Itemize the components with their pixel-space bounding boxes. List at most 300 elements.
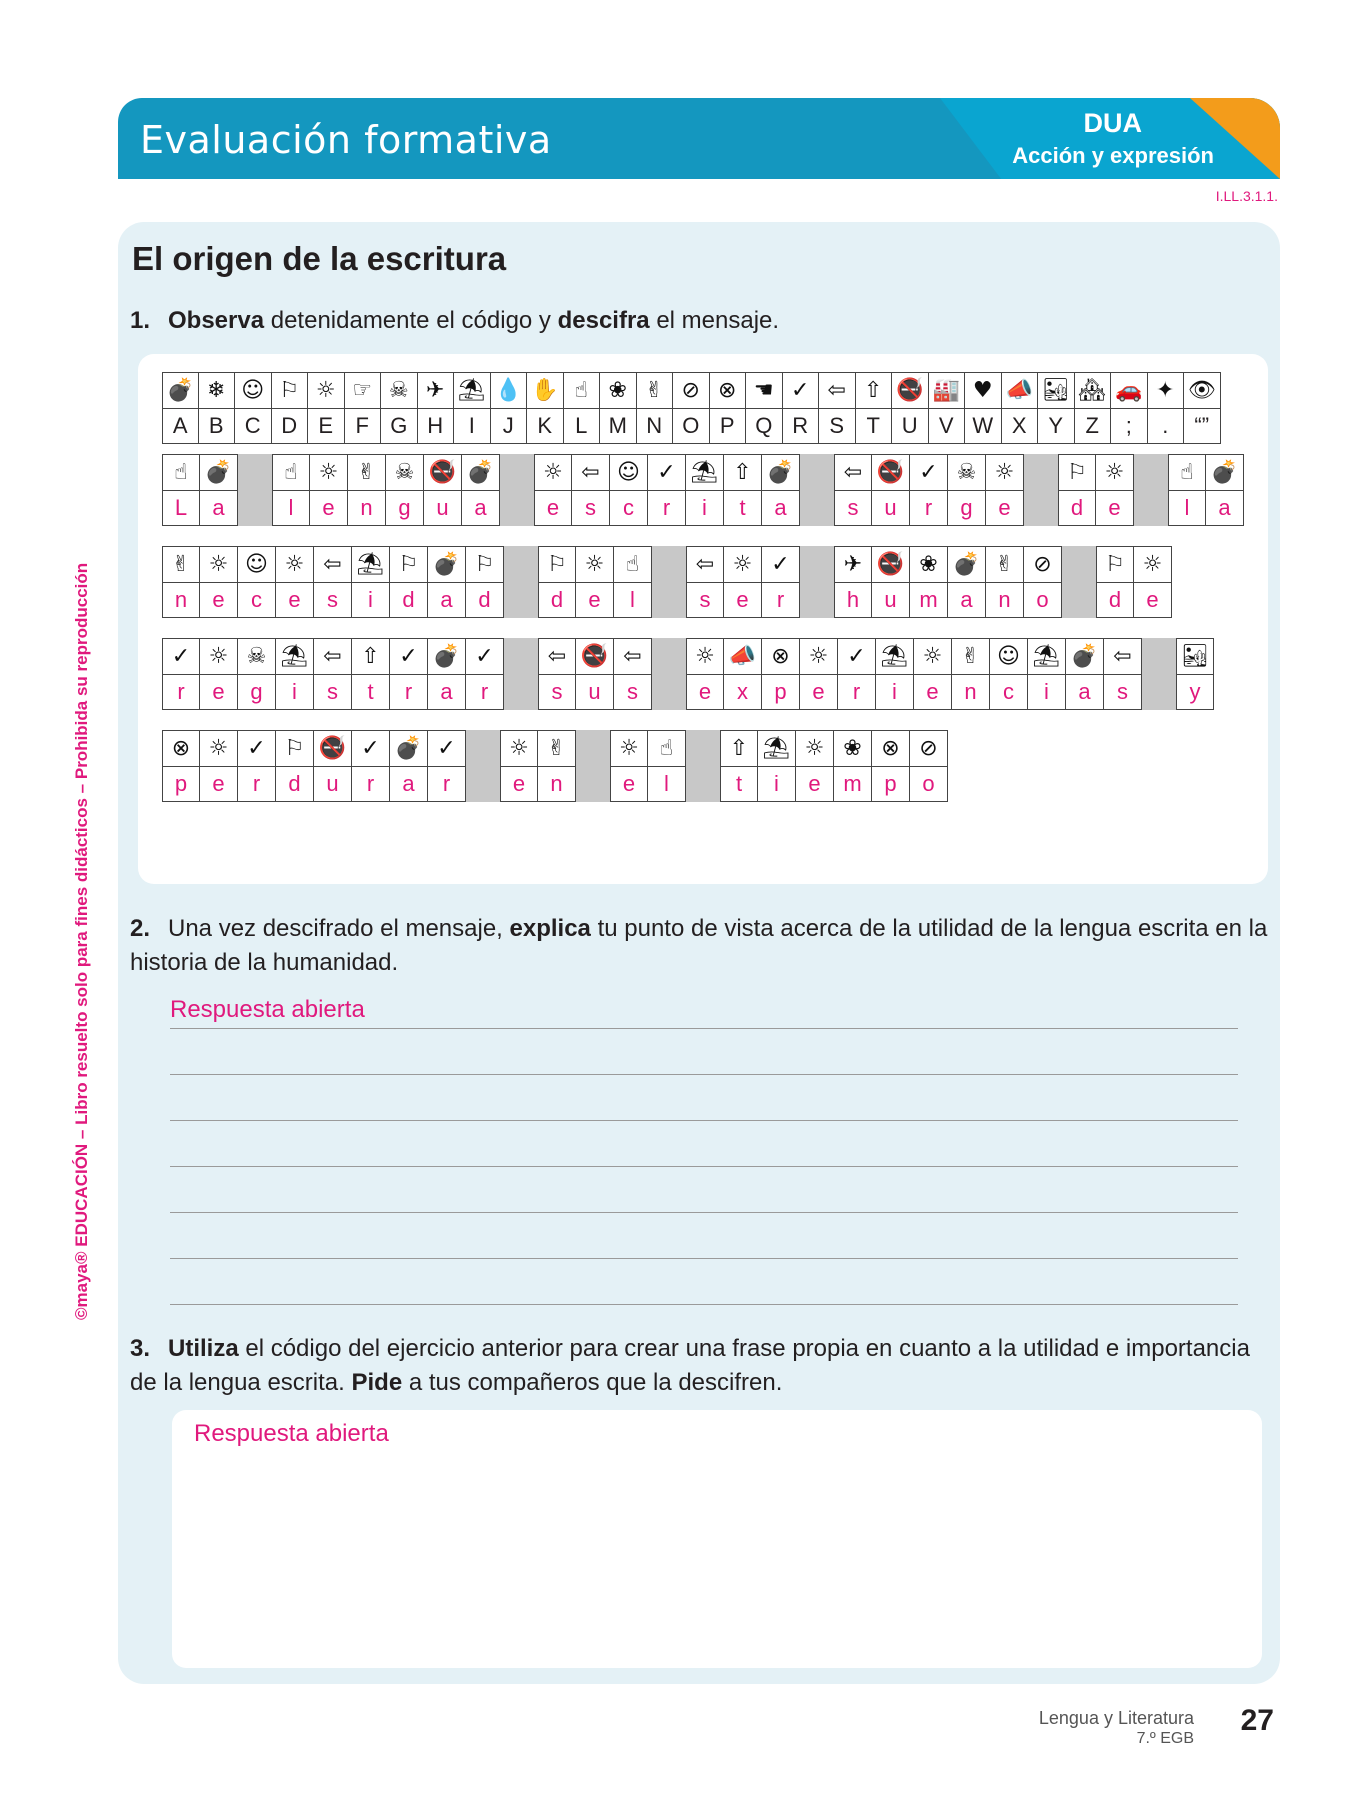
- key-cell: [600, 372, 637, 444]
- word-separator: [652, 546, 686, 618]
- decoded-letter: g: [960, 494, 973, 520]
- decoded-letter: s: [1117, 678, 1128, 704]
- cipher-symbol-icon: 💣: [462, 455, 499, 491]
- decoded-letter: e: [512, 770, 526, 796]
- decoded-letter: e: [546, 494, 560, 520]
- decoded-letter: r: [442, 770, 451, 796]
- decoded-letter: e: [1146, 586, 1159, 612]
- writing-line[interactable]: [170, 1212, 1238, 1213]
- message-cell: [276, 546, 314, 618]
- cipher-symbol-icon: ⇦: [687, 547, 723, 583]
- message-row: [162, 730, 948, 802]
- copyright-notice: ©maya® EDUCACIÓN – Libro resuelto solo para fines didácticos – Prohibida su reproducción: [72, 562, 91, 1320]
- cipher-symbol-icon: 🚭: [576, 639, 613, 675]
- word-separator: [1062, 546, 1096, 618]
- decoded-letter: e: [808, 770, 821, 796]
- question-text: detenidamente el código y: [264, 307, 558, 334]
- cipher-symbol-icon: ☼: [687, 639, 723, 675]
- cipher-symbol-icon: ⚐: [466, 547, 503, 583]
- decoded-letter: c: [251, 586, 262, 612]
- question-number: 3.: [130, 1335, 151, 1362]
- cipher-symbol-icon: ⛱: [686, 455, 723, 491]
- message-cell: [1134, 546, 1172, 618]
- decoded-letter: p: [884, 770, 897, 796]
- decoded-letter: u: [588, 678, 601, 704]
- key-cell: [1038, 372, 1075, 444]
- key-letter: .: [1162, 412, 1169, 438]
- decoded-letter: s: [551, 678, 563, 704]
- curriculum-code: I.LL.3.1.1.: [1215, 188, 1278, 204]
- cipher-symbol-icon: ⚐: [276, 731, 313, 767]
- cipher-symbol-icon: 🏭: [929, 373, 965, 409]
- message-cell: [686, 638, 724, 710]
- decoded-letter: m: [843, 770, 862, 796]
- decoded-letter: i: [1044, 678, 1049, 704]
- message-cell: [276, 638, 314, 710]
- message-cell: [686, 454, 724, 526]
- cipher-symbol-icon: ☼: [796, 731, 833, 767]
- cipher-key: [162, 372, 1221, 444]
- decoded-letter: d: [402, 586, 415, 612]
- key-letter: P: [719, 412, 735, 438]
- cipher-symbol-icon: ✓: [238, 731, 275, 767]
- message-cell: [200, 546, 238, 618]
- message-cell: [314, 730, 352, 802]
- cipher-symbol-icon: ♥: [965, 373, 1001, 409]
- cipher-symbol-icon: ☼: [276, 547, 313, 583]
- message-cell: [1176, 638, 1214, 710]
- message-cell: [948, 454, 986, 526]
- cipher-symbol-icon: 🏘: [1075, 373, 1111, 409]
- message-cell: [724, 546, 762, 618]
- message-cell: [1024, 546, 1062, 618]
- cipher-symbol-icon: ☝: [273, 455, 309, 491]
- key-letter: W: [972, 412, 994, 438]
- cipher-symbol-icon: ⊘: [910, 731, 947, 767]
- cipher-symbol-icon: ☼: [1134, 547, 1171, 583]
- cipher-symbol-icon: ✓: [838, 639, 875, 675]
- cipher-symbol-icon: 🏜: [1038, 373, 1074, 409]
- decoded-letter: o: [1036, 586, 1049, 612]
- cipher-symbol-icon: ❀: [910, 547, 947, 583]
- writing-line[interactable]: [170, 1258, 1238, 1259]
- key-letter: T: [866, 412, 880, 438]
- key-letter: V: [938, 412, 954, 438]
- question-text: Una vez descifrado el mensaje,: [168, 915, 510, 942]
- key-cell: [892, 372, 929, 444]
- page-number: 27: [1240, 1704, 1274, 1737]
- message-word: [500, 730, 576, 802]
- word-separator: [466, 730, 500, 802]
- message-cell: [986, 546, 1024, 618]
- message-cell: [534, 454, 572, 526]
- decoded-letter: l: [664, 770, 669, 796]
- decoded-letter: s: [327, 678, 338, 704]
- key-cell: [418, 372, 455, 444]
- decoded-letter: a: [440, 586, 453, 612]
- decoded-letter: s: [627, 678, 638, 704]
- question-text: el mensaje.: [649, 307, 780, 334]
- decoded-letter: r: [366, 770, 375, 796]
- page-title: Evaluación formativa: [140, 118, 552, 162]
- decoded-letter: g: [250, 678, 263, 704]
- cipher-symbol-icon: 💣: [1066, 639, 1103, 675]
- decoded-letter: d: [1070, 494, 1084, 520]
- cipher-symbol-icon: ⇦: [1104, 639, 1141, 675]
- message-cell: [838, 638, 876, 710]
- key-letter: Q: [755, 412, 773, 438]
- cipher-symbol-icon: ✓: [910, 455, 947, 491]
- key-letter: J: [502, 412, 514, 438]
- section-title: El origen de la escritura: [132, 240, 507, 277]
- message-cell: [834, 730, 872, 802]
- decoded-letter: m: [919, 586, 938, 612]
- key-letter: R: [792, 412, 809, 438]
- cipher-symbol-icon: ⇦: [539, 639, 575, 675]
- decoded-letter: e: [212, 678, 225, 704]
- message-cell: [348, 454, 386, 526]
- q3-answer-box[interactable]: [172, 1410, 1262, 1668]
- message-word: [162, 454, 238, 526]
- question-text: el código del ejercicio anterior para crear una frase propia en cuanto a la utilidad e importancia de la lengua escrita.: [130, 1335, 1250, 1396]
- message-cell: [238, 638, 276, 710]
- message-cell: [352, 638, 390, 710]
- message-cell: [500, 730, 538, 802]
- cipher-symbol-icon: ⇧: [721, 731, 757, 767]
- cipher-symbol-icon: ⚐: [390, 547, 427, 583]
- decoded-letter: u: [884, 586, 897, 612]
- decoded-letter: s: [585, 494, 596, 520]
- message-cell: [352, 730, 390, 802]
- word-separator: [686, 730, 720, 802]
- word-separator: [1134, 454, 1168, 526]
- message-cell: [610, 454, 648, 526]
- message-cell: [872, 454, 910, 526]
- key-letter: K: [537, 412, 553, 438]
- decoded-letter: a: [1078, 678, 1091, 704]
- cipher-symbol-icon: ⛱: [876, 639, 913, 675]
- decoded-letter: r: [776, 586, 785, 612]
- cipher-symbol-icon: ✓: [390, 639, 427, 675]
- message-word: [686, 546, 800, 618]
- key-cell: [381, 372, 418, 444]
- key-letter: N: [646, 412, 663, 438]
- message-cell: [872, 730, 910, 802]
- cipher-symbol-icon: ⇧: [724, 455, 761, 491]
- decoded-letter: s: [327, 586, 338, 612]
- message-cell: [762, 454, 800, 526]
- message-word: [686, 638, 1142, 710]
- decoded-letter: r: [480, 678, 489, 704]
- cipher-symbol-icon: ☼: [200, 639, 237, 675]
- message-cell: [914, 638, 952, 710]
- decoded-letter: i: [892, 678, 897, 704]
- cipher-symbol-icon: 💣: [163, 373, 198, 409]
- decoded-letter: s: [699, 586, 711, 612]
- decoded-letter: l: [630, 586, 635, 612]
- message-cell: [238, 546, 276, 618]
- message-cell: [200, 454, 238, 526]
- cipher-symbol-icon: ✓: [783, 373, 819, 409]
- key-cell: [673, 372, 710, 444]
- message-cell: [762, 546, 800, 618]
- cipher-symbol-icon: ❀: [600, 373, 636, 409]
- message-cell: [948, 546, 986, 618]
- question-1: [130, 304, 1270, 338]
- decoded-letter: d: [288, 770, 301, 796]
- decoded-letter: l: [1184, 494, 1190, 520]
- message-cell: [800, 638, 838, 710]
- message-row: [162, 638, 1214, 710]
- writing-line[interactable]: [170, 1074, 1238, 1075]
- decoded-letter: g: [398, 494, 411, 520]
- writing-line[interactable]: [170, 1028, 1238, 1029]
- decoded-letter: t: [367, 678, 374, 704]
- cipher-symbol-icon: ☼: [724, 547, 761, 583]
- message-word: [834, 546, 1062, 618]
- key-cell: [527, 372, 564, 444]
- word-separator: [800, 454, 834, 526]
- message-cell: [834, 454, 872, 526]
- message-cell: [758, 730, 796, 802]
- cipher-symbol-icon: 💣: [428, 639, 465, 675]
- key-letter: I: [468, 412, 475, 438]
- cipher-symbol-icon: ⊗: [710, 373, 746, 409]
- message-cell: [538, 638, 576, 710]
- writing-line[interactable]: [170, 1166, 1238, 1167]
- message-cell: [990, 638, 1028, 710]
- cipher-symbol-icon: ✋: [527, 373, 563, 409]
- writing-line[interactable]: [170, 1304, 1238, 1305]
- cipher-symbol-icon: 📣: [724, 639, 761, 675]
- question-text: tu punto de vista acerca de la utilidad de la lengua escrita en la historia de la humanidad.: [130, 915, 1268, 976]
- decoded-letter: x: [737, 678, 748, 704]
- question-text: a tus compañeros que la descifren.: [402, 1369, 783, 1396]
- decoded-letter: r: [852, 678, 861, 704]
- decoded-letter: e: [622, 770, 636, 796]
- cipher-symbol-icon: ☺: [610, 455, 647, 491]
- message-word: [1096, 546, 1172, 618]
- cipher-symbol-icon: ⊗: [872, 731, 909, 767]
- message-cell: [648, 730, 686, 802]
- decoded-letter: n: [360, 494, 373, 520]
- decoded-letter: L: [174, 494, 188, 520]
- decoded-letter: a: [774, 494, 787, 520]
- cipher-symbol-icon: ☚: [746, 373, 782, 409]
- decoded-letter: e: [322, 494, 335, 520]
- cipher-symbol-icon: ⇧: [352, 639, 389, 675]
- decoded-letter: d: [550, 586, 564, 612]
- decoded-letter: a: [402, 770, 415, 796]
- message-cell: [162, 546, 200, 618]
- message-cell: [872, 546, 910, 618]
- bold-verb: Pide: [351, 1369, 403, 1396]
- decoded-letter: e: [736, 586, 749, 612]
- cipher-symbol-icon: ☠: [381, 373, 417, 409]
- message-cell: [724, 638, 762, 710]
- key-cell: [454, 372, 491, 444]
- cipher-symbol-icon: ✈: [835, 547, 871, 583]
- question-3: [130, 1332, 1270, 1400]
- key-cell: [783, 372, 820, 444]
- cipher-symbol-icon: ✌: [637, 373, 673, 409]
- cipher-symbol-icon: ❄: [199, 373, 235, 409]
- question-2: [130, 912, 1270, 980]
- decoded-letter: e: [698, 678, 712, 704]
- cipher-symbol-icon: ☠: [238, 639, 275, 675]
- cipher-symbol-icon: ⚐: [272, 373, 308, 409]
- decoded-letter: s: [847, 494, 859, 520]
- word-separator: [652, 638, 686, 710]
- message-row: [162, 454, 1244, 526]
- cipher-symbol-icon: ✓: [762, 547, 799, 583]
- cipher-symbol-icon: ☼: [200, 547, 237, 583]
- cipher-symbol-icon: 🚭: [872, 547, 909, 583]
- key-letter: F: [355, 412, 369, 438]
- q2-answer-text[interactable]: Respuesta abierta: [170, 996, 365, 1023]
- message-word: [538, 546, 652, 618]
- message-cell: [310, 454, 348, 526]
- cipher-symbol-icon: ✦: [1148, 373, 1184, 409]
- key-letter: E: [318, 412, 334, 438]
- decoded-letter: h: [846, 586, 860, 612]
- message-row: [162, 546, 1172, 618]
- message-cell: [796, 730, 834, 802]
- message-cell: [386, 454, 424, 526]
- cipher-symbol-icon: ☼: [986, 455, 1023, 491]
- message-cell: [1058, 454, 1096, 526]
- word-separator: [504, 638, 538, 710]
- cipher-symbol-icon: ⚐: [1097, 547, 1133, 583]
- message-word: [1168, 454, 1244, 526]
- message-word: [610, 730, 686, 802]
- cipher-symbol-icon: ⛱: [758, 731, 795, 767]
- cipher-symbol-icon: ⚐: [539, 547, 575, 583]
- decoded-letter: i: [292, 678, 297, 704]
- message-cell: [610, 730, 648, 802]
- word-separator: [800, 546, 834, 618]
- message-cell: [466, 546, 504, 618]
- cipher-symbol-icon: ⊗: [163, 731, 199, 767]
- message-word: [162, 546, 504, 618]
- key-cell: [491, 372, 528, 444]
- decoded-letter: e: [288, 586, 301, 612]
- message-cell: [272, 454, 310, 526]
- cipher-symbol-icon: ✌: [163, 547, 199, 583]
- decoded-letter: a: [960, 586, 973, 612]
- cipher-symbol-icon: ⛱: [276, 639, 313, 675]
- question-number: 1.: [130, 307, 151, 334]
- message-cell: [986, 454, 1024, 526]
- dua-title: DUA: [1083, 108, 1142, 138]
- key-letter: Z: [1085, 412, 1099, 438]
- cipher-symbol-icon: ✓: [648, 455, 685, 491]
- message-cell: [390, 546, 428, 618]
- key-cell: [564, 372, 601, 444]
- key-cell: [345, 372, 382, 444]
- cipher-symbol-icon: 💣: [762, 455, 799, 491]
- cipher-symbol-icon: 🚭: [314, 731, 351, 767]
- message-cell: [276, 730, 314, 802]
- decoded-letter: d: [478, 586, 491, 612]
- message-cell: [162, 730, 200, 802]
- word-separator: [504, 546, 538, 618]
- cipher-symbol-icon: 🚗: [1111, 373, 1147, 409]
- decoded-letter: t: [739, 494, 746, 520]
- key-letter: G: [390, 412, 408, 438]
- message-cell: [390, 730, 428, 802]
- key-letter: D: [281, 412, 298, 438]
- decoded-letter: o: [922, 770, 935, 796]
- message-word: [162, 730, 466, 802]
- message-cell: [614, 638, 652, 710]
- message-cell: [428, 638, 466, 710]
- key-letter: S: [829, 412, 845, 438]
- key-cell: [856, 372, 893, 444]
- message-cell: [910, 546, 948, 618]
- cipher-symbol-icon: ⊘: [1024, 547, 1061, 583]
- decoded-letter: r: [924, 494, 933, 520]
- decoded-letter: e: [212, 770, 225, 796]
- cipher-symbol-icon: ☺: [990, 639, 1027, 675]
- footer-subject: Lengua y Literatura: [1038, 1708, 1194, 1728]
- cipher-symbol-icon: ☝: [564, 373, 600, 409]
- word-separator: [238, 454, 272, 526]
- cipher-symbol-icon: ☝: [648, 731, 685, 767]
- message-cell: [424, 454, 462, 526]
- message-cell: [572, 454, 610, 526]
- decoded-letter: a: [1218, 494, 1231, 520]
- decoded-letter: n: [550, 770, 563, 796]
- message-cell: [428, 546, 466, 618]
- cipher-symbol-icon: ☠: [948, 455, 985, 491]
- message-word: [162, 638, 504, 710]
- message-cell: [538, 730, 576, 802]
- decoded-letter: e: [926, 678, 939, 704]
- message-cell: [538, 546, 576, 618]
- cipher-symbol-icon: ☼: [501, 731, 537, 767]
- cipher-symbol-icon: ☼: [200, 731, 237, 767]
- cipher-symbol-icon: ⇦: [835, 455, 871, 491]
- writing-line[interactable]: [170, 1120, 1238, 1121]
- message-cell: [576, 638, 614, 710]
- decoded-letter: a: [440, 678, 453, 704]
- message-cell: [238, 730, 276, 802]
- message-cell: [648, 454, 686, 526]
- decoded-letter: c: [1003, 678, 1014, 704]
- cipher-symbol-icon: ☼: [611, 731, 647, 767]
- message-cell: [1168, 454, 1206, 526]
- key-cell: [1002, 372, 1039, 444]
- key-cell: [272, 372, 309, 444]
- message-word: [272, 454, 500, 526]
- decoded-letter: c: [623, 494, 634, 520]
- key-letter: U: [901, 412, 918, 438]
- message-cell: [314, 638, 352, 710]
- cipher-symbol-icon: 📣: [1002, 373, 1038, 409]
- cipher-symbol-icon: ☺: [238, 547, 275, 583]
- cipher-symbol-icon: ⊗: [762, 639, 799, 675]
- cipher-symbol-icon: 💣: [428, 547, 465, 583]
- message-cell: [576, 546, 614, 618]
- key-letter: Y: [1048, 412, 1064, 438]
- message-cell: [686, 546, 724, 618]
- decoded-letter: u: [436, 494, 449, 520]
- message-cell: [390, 638, 428, 710]
- message-cell: [720, 730, 758, 802]
- word-separator: [1024, 454, 1058, 526]
- decoded-letter: e: [212, 586, 225, 612]
